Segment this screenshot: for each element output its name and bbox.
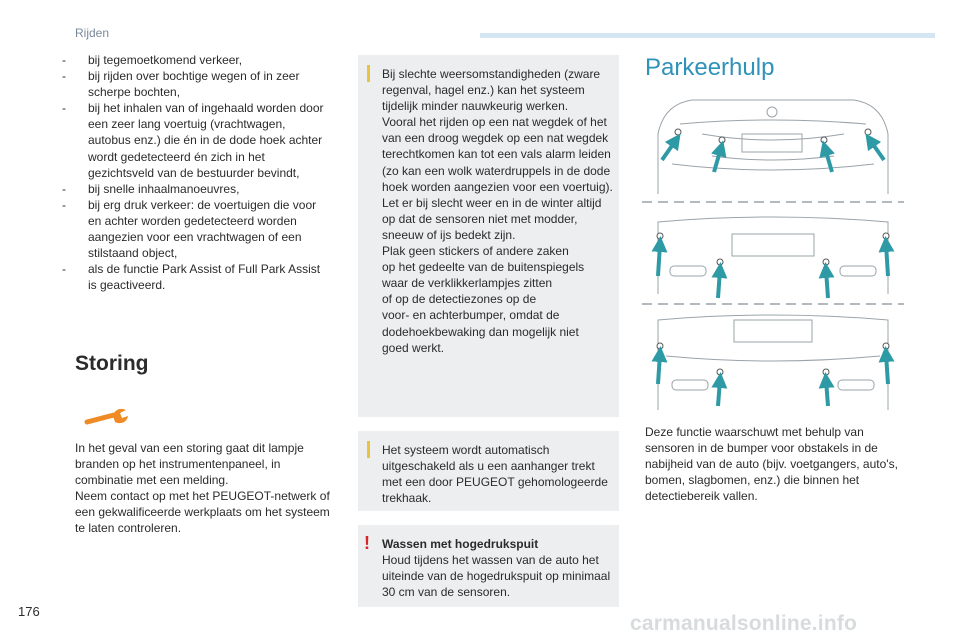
list-item: - bij erg druk verkeer: de voertuigen die voor en achter worden gedetecteerd worden aangezien voor een vrachtwagen of een stilstaand object, — [62, 197, 328, 261]
parkeerhulp-text: Deze functie waarschuwt met behulp van sensoren in de bumper voor obstakels in de nabijheid van de auto (bijv. voetgangers, auto's, bomen, slagbomen, enz.) die binnen het detectiebereik vallen. — [645, 425, 898, 504]
warning-title: Wassen met hogedrukspuit — [382, 537, 539, 551]
weather-note — [358, 55, 619, 417]
trailer-note — [358, 431, 619, 511]
wrench-icon — [84, 406, 130, 428]
washing-warning-text — [382, 536, 615, 600]
warning-body: Houd tijdens het wassen van de auto het uiteinde van de hogedrukspuit op minimaal 30 cm van de sensoren. — [382, 553, 611, 600]
bumper-sensors-illustration — [642, 94, 904, 412]
section-tag: Rijden — [75, 26, 110, 40]
watermark: carmanualsonline.info — [630, 612, 858, 635]
condition-list — [62, 52, 328, 293]
list-item: - bij het inhalen van of ingehaald worden door een zeer lang voertuig (vrachtwagen, autobus enz.) die én in de dode hoek achter wordt gedetecteerd én zich in het gezichtsveld van de bestuurder bevindt, — [62, 100, 328, 180]
list-item: - bij tegemoetkomend verkeer, — [62, 52, 328, 68]
trailer-note-text: Het systeem wordt automatisch uitgeschakeld als u een aanhanger trekt met een door PEUGEOT gehomologeerde trekhaak. — [382, 443, 608, 506]
storing-text: In het geval van een storing gaat dit lampje branden op het instrumentenpaneel, in combinatie met een melding. Neem contact op met het PEUGEOT-netwerk of een gekwalificeerde werkplaats om het systeem te laten controleren. — [75, 441, 330, 536]
weather-note-text: Bij slechte weersomstandigheden (zware regenval, hagel enz.) kan het systeem tijdelijk minder nauwkeurig werken. Vooral het rijden op een nat wegdek of het van een droog wegdek op een nat wegdek terechtkomen kan tot een vals alarm leiden (zo kan een wolk waterdruppels in de dode hoek worden aangezien voor een voertuig). Let er bij slecht weer en in de winter altijd op dat de sensoren niet met modder, sneeuw of ijs bedekt zijn. Plak geen stickers of andere zaken op het gedeelte van de buitenspiegels waar de verklikkerlampjes zitten of op de detectiezones op de voor- en achterbumper, omdat de dodehoekbewaking dan mogelijk niet goed werkt. — [382, 67, 613, 355]
page-number: 176 — [18, 604, 40, 619]
list-item: - bij rijden over bochtige wegen of in zeer scherpe bochten, — [62, 68, 328, 100]
list-item: - als de functie Park Assist of Full Park Assist is geactiveerd. — [62, 261, 328, 293]
parkeerhulp-heading: Parkeerhulp — [645, 54, 775, 81]
left-column — [62, 52, 328, 293]
list-item: - bij snelle inhaalmanoeuvres, — [62, 181, 328, 197]
storing-heading: Storing — [75, 352, 149, 375]
note-marker — [367, 65, 370, 82]
warning-icon: ! — [364, 533, 370, 553]
washing-warning — [358, 525, 619, 607]
header-bar — [480, 33, 935, 38]
note-marker — [367, 441, 370, 458]
